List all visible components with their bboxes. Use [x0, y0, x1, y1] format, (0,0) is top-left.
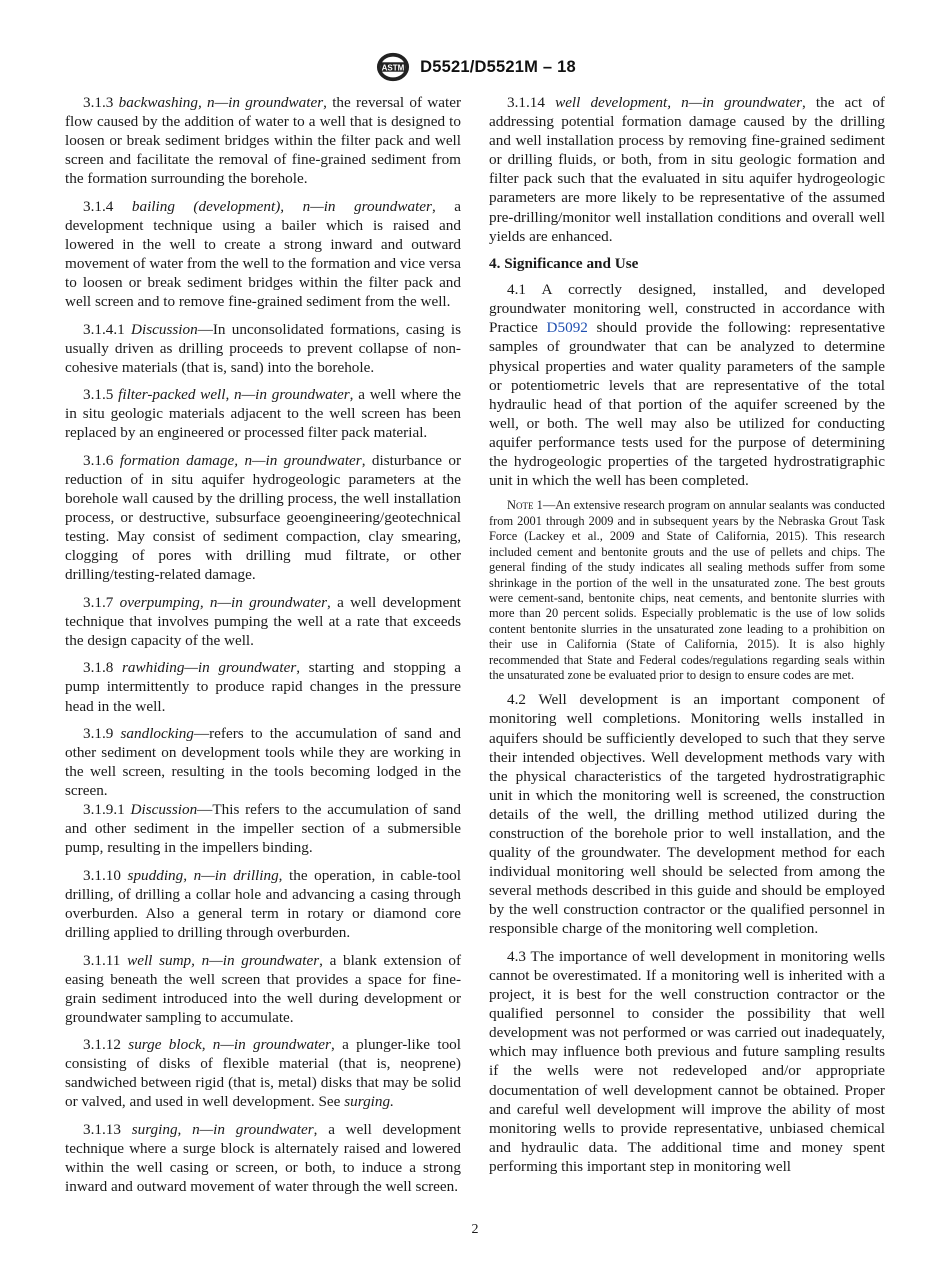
discussion-3-1-4-1: 3.1.4.1 Discussion—In unconsolidated formations, casing is usually driven as drilling proceeds to prevent collapse of non-cohesive materials (that is, sand) into the borehole.: [65, 320, 461, 376]
definition-3-1-5: 3.1.5 filter-packed well, n—in groundwater, a well where the in situ geologic materials adjacent to the well screen has been replaced by an engineered or processed filter pack material.: [65, 386, 462, 442]
astm-logo-icon: [374, 50, 412, 84]
paragraph-4-2: 4.2 Well development is an important component of monitoring well completions. Monitoring wells installed in aquifers should be sufficiently developed to such that they serve their intended objectives. Well development methods vary with the physical characteristics of the targeted hydrostratigraphic unit in which the monitoring well is screened, the construction details of the well, the drilling method utilized during the construction of the borehole prior to well installation, and the quality of the groundwater. The development method for each individual monitoring well should be selected from among the several methods described in this guide and should be employed by the well construction contractor or the qualified personnel in responsible charge of the monitoring well completion.: [489, 691, 885, 938]
note-1: Note 1—An extensive research program on annular sealants was conducted from 2001 through 2009 and in subsequent years by the Nebraska Grout Task Force (Lackey et al., 2009 and State of California, 2015). This research included cement and bentonite grouts and the use of pellets and chips. The general finding of the study indicates all sealing methods suffer from some shrinkage in the portion of the well in the unsaturated zone. The best grouts were cement-sand, bentonite chips, neat cements, and bentonite slurries with more than 20 percent solids. Especially problematic is the use of low solids content bentonite slurries in the unsaturated zone leading to a prohibition on their use in California (State of California, 2015). It is also highly recommended that State and Federal codes/regulations regarding seals within the unsaturated zone be evaluated prior to design to ensure codes are met.: [489, 498, 885, 682]
paragraph-4-1: 4.1 A correctly designed, installed, and developed groundwater monitoring well, constructed in accordance with Practice D5092 should provide the following: representative samples of groundwater that can be analyzed to determine physical properties and water quality parameters of the sample or potentiometric levels that are representative of the total hydraulic head of that portion of the aquifer screened by the well, or both. The well may also be utilized for conducting aquifer performance tests used for the purpose of determining the hydrogeologic properties of the targeted hydrostratigraphic unit in which the well has been completed.: [489, 281, 885, 490]
svg-text:ASTM: ASTM: [381, 63, 405, 73]
discussion-3-1-9-1: 3.1.9.1 Discussion—This refers to the accumulation of sand and other sediment in the impeller section of a submersible pump, resulting in the impellers binding.: [65, 801, 461, 857]
paragraph-4-3: 4.3 The importance of well development in monitoring wells cannot be overestimated. If a monitoring well is inherited with a project, it is best for the well construction contractor or the qualified personnel to consider the possibility that well development was not performed or was carried out inadequately, which may influence both previous and future sampling results if the wells were not redeveloped and/or appropriate documentation of well development cannot be obtained. Proper and careful well development will improve the ability of most monitoring wells to provide representative, unbiased chemical and hydraulic data. The additional time and money spent performing this important step in monitoring well: [489, 947, 885, 1175]
definition-3-1-12: 3.1.12 surge block, n—in groundwater, a plunger-like tool consisting of disks of flexible material (that is, neoprene) sandwiched between rigid (that is, metal) disks that may be solid or valved, and used in well development. See surging.: [65, 1036, 461, 1111]
definition-3-1-8: 3.1.8 rawhiding—in groundwater, starting and stopping a pump intermittently to produce rapid changes in the pressure head in the well.: [65, 659, 462, 715]
definition-3-1-7: 3.1.7 overpumping, n—in groundwater, a well development technique that involves pumping the well at a rate that exceeds the design capacity of the well.: [65, 593, 462, 649]
section-heading: 4. Significance and Use: [489, 255, 639, 273]
left-column: [65, 93, 461, 1205]
definition-3-1-4: 3.1.4 bailing (development), n—in groundwater, a development technique using a bailer which is raised and lowered in the well to create a strong inward and outward movement of water from the well to the formation and vice versa to loosen or break sediment bridges within the filter pack and well screen and to remove fine-grained sediment from the well.: [65, 197, 462, 311]
definition-3-1-14: 3.1.14 well development, n—in groundwater, the act of addressing potential formation damage caused by the drilling and well installation process by removing fine-grained sediment or drilling fluids, or both, from in situ geologic formation and filter pack such that the evaluated in situ aquifer hydrogeologic parameters are more likely to be representative of the assumed pre-drilling/monitor well installation conditions and overall well yields are enhanced.: [489, 94, 885, 245]
definition-3-1-3: 3.1.3 backwashing, n—in groundwater, the reversal of water flow caused by the addition of water to a well that is designed to loosen or break sediment bridges within the filter pack and well screen and facilitate the removal of fine-grained sediment from the formation surrounding the borehole.: [65, 94, 461, 188]
definition-3-1-9: 3.1.9 sandlocking—refers to the accumulation of sand and other sediment on development tools while they are working in the well screen, resulting in the tools becoming lodged in the screen.: [65, 724, 461, 800]
reference-link[interactable]: D5092: [546, 319, 588, 337]
definition-3-1-10: 3.1.10 spudding, n—in drilling, the operation, in cable-tool drilling, of drilling a collar hole and advancing a casing through overburden. Also a general term in rotary or diamond core drilling applied to drilling through overburden.: [65, 866, 461, 942]
document-id: D5521/D5521M – 18: [420, 57, 576, 76]
right-column: [489, 93, 885, 1184]
definition-3-1-13: 3.1.13 surging, n—in groundwater, a well development technique where a surge block is alternately raised and lowered within the well casing or screen, or both, to induce a strong inward and outward movement of water through the well screen.: [65, 1120, 461, 1196]
definition-3-1-6: 3.1.6 formation damage, n—in groundwater, disturbance or reduction of in situ aquifer hydrogeologic parameters at the borehole wall caused by the drilling process, the well installation process, or destructive, subsurface geoengineering/geotechnical testing. May consist of sediment compaction, clay smearing, clogging of pores with drilling mud filtrate, or other drilling/testing-related damage.: [65, 451, 462, 584]
page-header: [0, 50, 950, 84]
page-number: 2: [471, 1222, 479, 1237]
definition-3-1-11: 3.1.11 well sump, n—in groundwater, a blank extension of easing beneath the well screen that provides a space for fine-grain sediment introduced into the well during development or groundwater sampling to accumulate.: [65, 951, 462, 1026]
